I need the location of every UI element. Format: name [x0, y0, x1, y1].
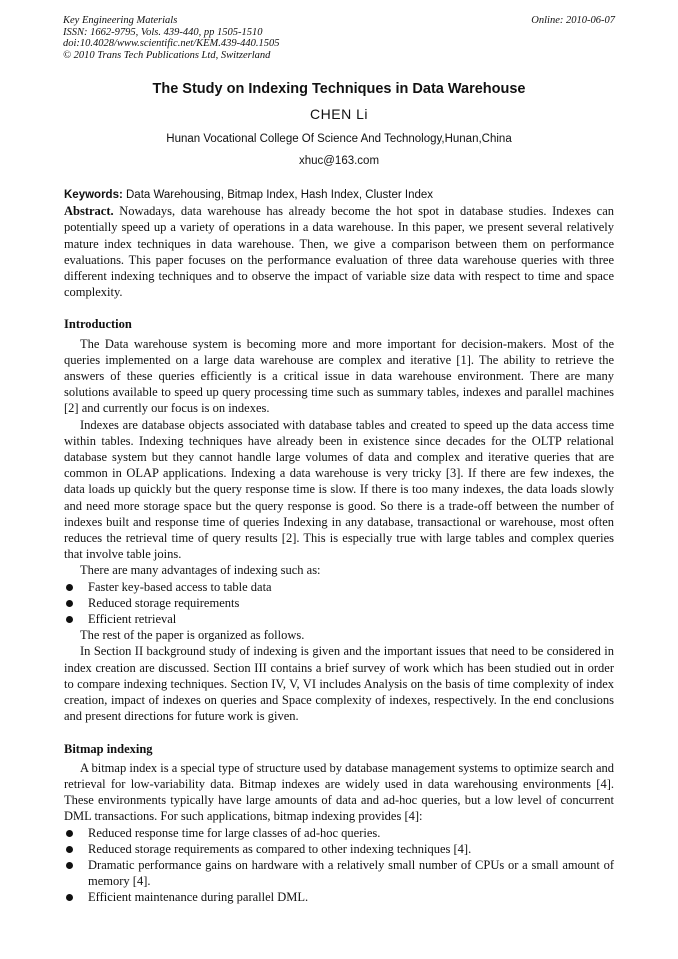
section-heading-introduction: Introduction [64, 317, 132, 332]
paragraph: The rest of the paper is organized as follows. [80, 628, 305, 643]
journal-copyright: © 2010 Trans Tech Publications Ltd, Switzerland [63, 49, 271, 61]
paragraph: There are many advantages of indexing such as: [80, 563, 321, 578]
list-item: Reduced storage requirements [64, 595, 614, 611]
journal-header [63, 15, 280, 61]
paper-body [64, 187, 614, 906]
abstract [64, 203, 614, 300]
journal-doi: doi:10.4028/www.scientific.net/KEM.439-440.1505 [63, 38, 280, 49]
keywords-label: Keywords: [64, 189, 123, 201]
section-heading-bitmap: Bitmap indexing [64, 741, 153, 756]
paragraph: The Data warehouse system is becoming more and more important for decision-makers. Most of the queries implemented on a large data warehouse are complex and iterative [1]. The ability to retrieve the answers of these queries efficiently is a critical issue in data warehouse environment. There are many solutions available to speed up query processing time such as summary tables, indexes and parallel machines [2] and currently our focus is on indexes. [64, 336, 614, 416]
author-name: CHEN Li [310, 106, 368, 122]
author-email: xhuc@163.com [298, 155, 380, 167]
bullet-list [64, 825, 614, 906]
keywords [64, 187, 614, 203]
list-item: Reduced storage requirements as compared to other indexing techniques [4]. [64, 841, 614, 857]
list-item: Faster key-based access to table data [64, 579, 614, 595]
abstract-label: Abstract. [64, 204, 114, 219]
online-date: Online: 2010-06-07 [531, 15, 615, 26]
abstract-text: Nowadays, data warehouse has already become the hot spot in database studies. Indexes can potentially speed up a variety of operations in a data warehouse. In this paper, we present several relatively mature index techniques in data warehouse. Then, we give a comparison between them on performance evaluations. This paper focuses on the performance evaluation of three data warehouse queries with three different indexing techniques and to observe the impact of variable size data with respect to time and space complexity. [64, 204, 614, 300]
list-item: Dramatic performance gains on hardware with a relatively small number of CPUs or a small amount of memory [4]. [64, 857, 614, 889]
list-item: Efficient maintenance during parallel DML. [64, 889, 614, 905]
bullet-list [64, 579, 614, 628]
keywords-text: Data Warehousing, Bitmap Index, Hash Index, Cluster Index [122, 189, 434, 201]
author-affiliation: Hunan Vocational College Of Science And Technology,Hunan,China [166, 133, 512, 145]
journal-issn: ISSN: 1662-9795, Vols. 439-440, pp 1505-1510 [63, 26, 263, 38]
paragraph: A bitmap index is a special type of structure used by database management systems to optimize search and retrieval for low-variability data. Bitmap indexes are widely used in data warehousing environments [4]. These environments typically have large amounts of data and ad-hoc queries, but a low level of concurrent DML transactions. For such applications, bitmap indexing provides [4]: [64, 760, 614, 824]
list-item: Reduced response time for large classes of ad-hoc queries. [64, 825, 614, 841]
paragraph: In Section II background study of indexing is given and the important issues that need to be considered in index creation are discussed. Section III contains a brief survey of work which has been studied out in order to compare indexing techniques. Section IV, V, VI includes Analysis on the basis of time complexity of index creation, impact of indexes on queries and Space complexity of indexes, respectively. In the end conclusions and present directions for future work is given. [64, 644, 614, 724]
paper-title: The Study on Indexing Techniques in Data Warehouse [152, 81, 526, 97]
list-item: Efficient retrieval [64, 611, 614, 627]
journal-name: Key Engineering Materials [63, 15, 178, 26]
paragraph: Indexes are database objects associated with database tables and created to speed up the data access time within tables. Indexing techniques have already been in existence since decades for the OLTP relational database system but they cannot handle large volumes of data and complex and iterative queries that are common in OLAP applications. Indexing a data warehouse is very tricky [3]. If there are few indexes, the data loads up quickly but the query response time is slow. If there is too many indexes, the data loads slowly and need more storage space but the query response is good. So there is a trade-off between the number of indexes built and response time of queries Indexing in any database, transactional or warehouse, most often reduces the retrieval time of query results [2]. This is especially true with large tables and complex queries that involve table joins. [64, 417, 614, 562]
